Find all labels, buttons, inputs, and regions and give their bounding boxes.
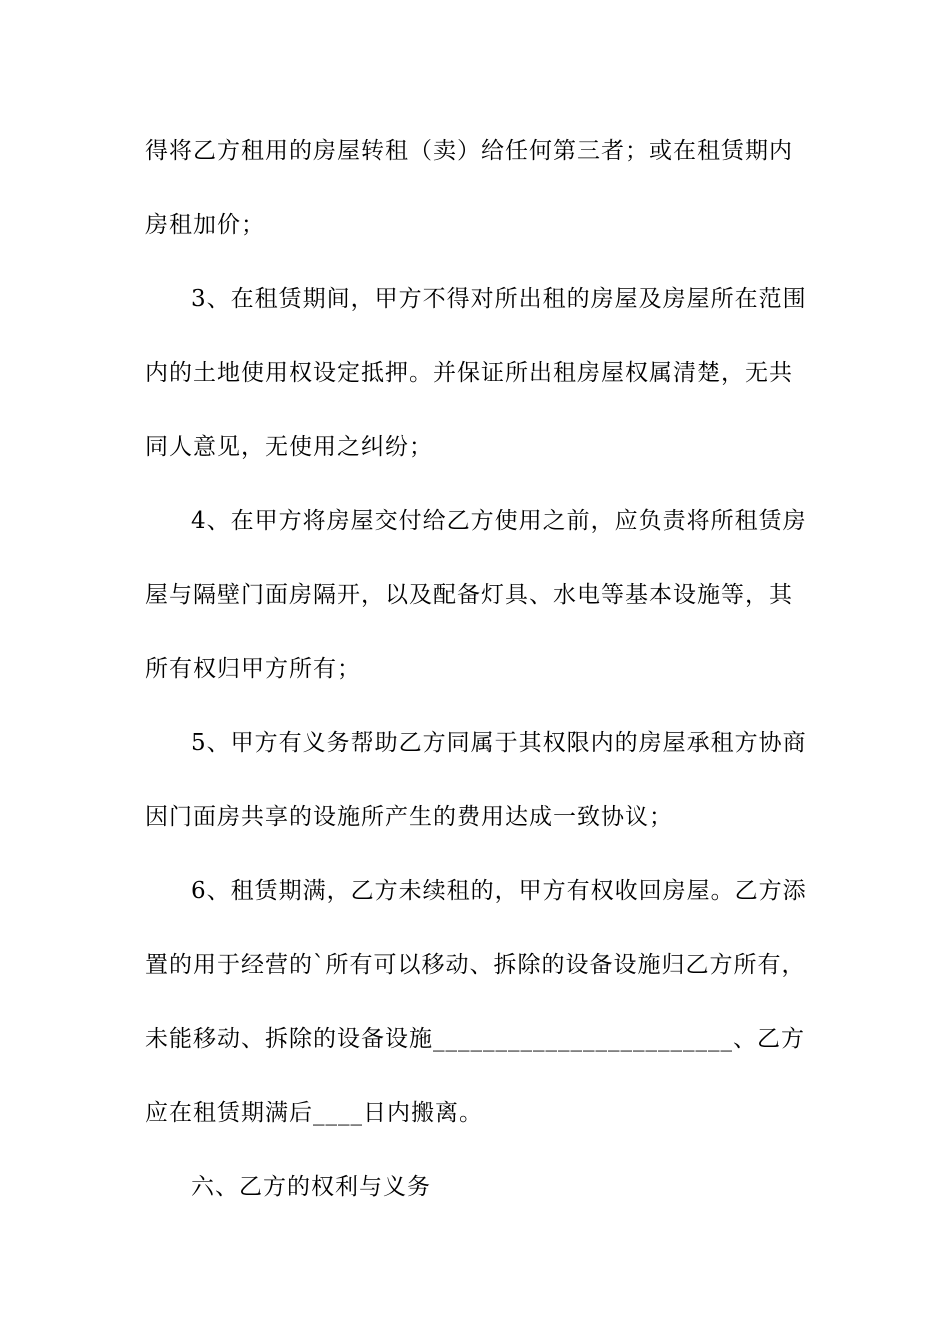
paragraph-line: 同人意见，无使用之纠纷； [145, 434, 433, 460]
paragraph-line: 得将乙方租用的房屋转租（卖）给任何第三者；或在租赁期内 [145, 138, 793, 164]
section-heading: 六、乙方的权利与义务 [191, 1174, 431, 1200]
paragraph-line: 置的用于经营的`所有可以移动、拆除的设备设施归乙方所有， [145, 952, 806, 978]
document-body [145, 126, 815, 1236]
clause-6-line: 6、租赁期满，乙方未续租的，甲方有权收回房屋。乙方添 [191, 878, 807, 904]
paragraph-line: 屋与隔壁门面房隔开，以及配备灯具、水电等基本设施等，其 [145, 582, 793, 608]
paragraph-line: 内的土地使用权设定抵押。并保证所出租房屋权属清楚，无共 [145, 360, 793, 386]
paragraph-line-with-blank: 未能移动、拆除的设备设施________________________、乙方 [145, 1026, 805, 1052]
clause-4-line: 4、在甲方将房屋交付给乙方使用之前，应负责将所租赁房 [191, 508, 807, 534]
paragraph-line: 因门面房共享的设施所产生的费用达成一致协议； [145, 804, 673, 830]
paragraph-line-with-blank: 应在租赁期满后____日内搬离。 [145, 1100, 483, 1126]
paragraph-line: 房租加价； [145, 212, 265, 238]
clause-3-line: 3、在租赁期间，甲方不得对所出租的房屋及房屋所在范围 [191, 286, 807, 312]
clause-5-line: 5、甲方有义务帮助乙方同属于其权限内的房屋承租方协商 [191, 730, 807, 756]
paragraph-line: 所有权归甲方所有； [145, 656, 361, 682]
